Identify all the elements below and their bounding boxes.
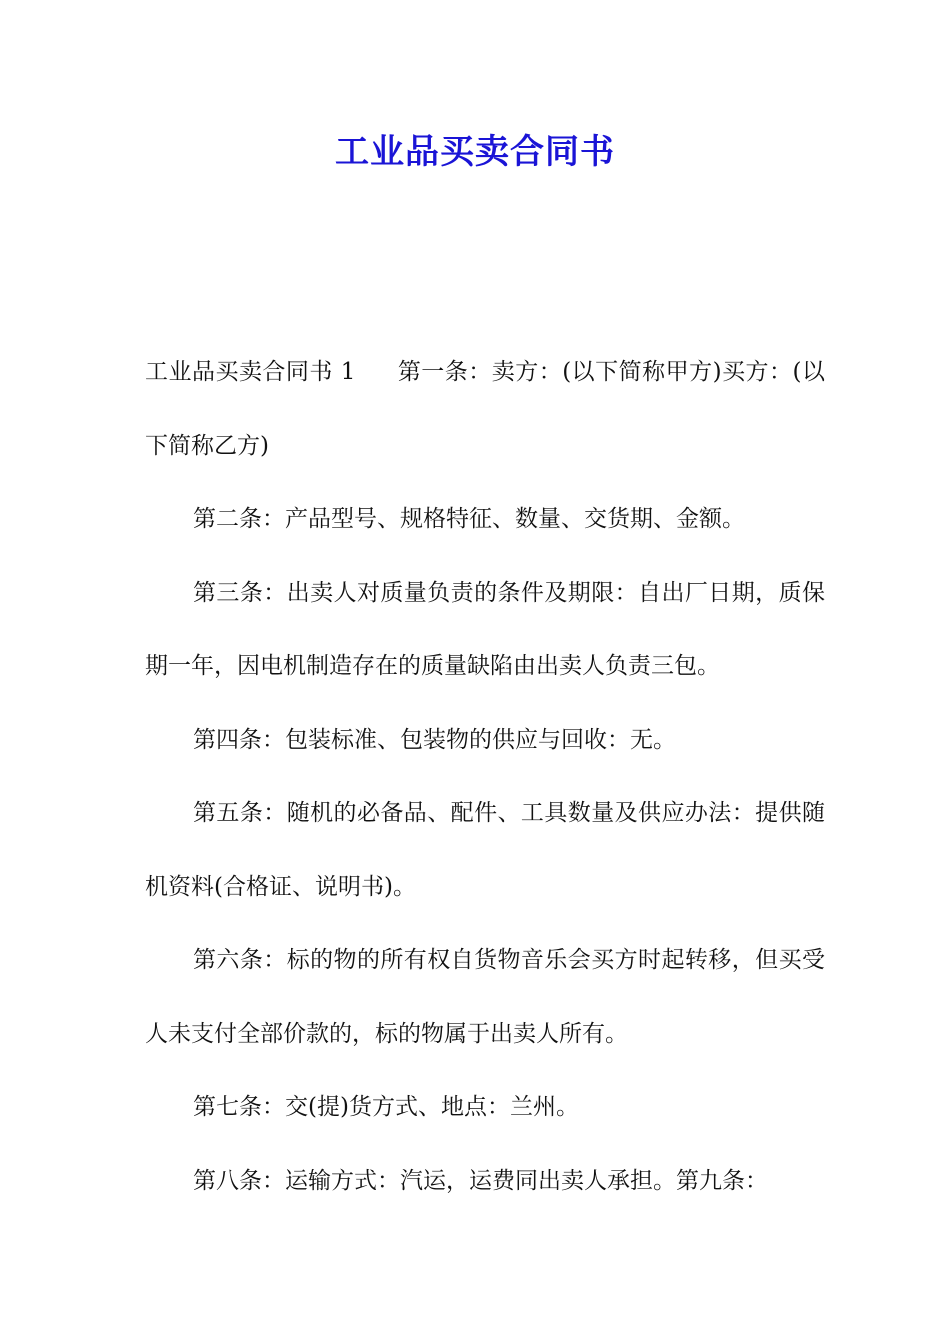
- document-body: [145, 336, 825, 1218]
- clause-5: 第五条：随机的必备品、配件、工具数量及供应办法：提供随机资料(合格证、说明书)。: [145, 800, 825, 900]
- clause-6: 第六条：标的物的所有权自货物音乐会买方时起转移，但买受人未支付全部价款的，标的物属于出卖人所有。: [145, 947, 825, 1047]
- clause-7: 第七条：交(提)货方式、地点：兰州。: [193, 1094, 579, 1120]
- clause-3: 第三条：出卖人对质量负责的条件及期限：自出厂日期，质保期一年，因电机制造存在的质量缺陷由出卖人负责三包。: [145, 579, 825, 679]
- document-title: 工业品买卖合同书: [335, 132, 615, 172]
- clause-2: 第二条：产品型号、规格特征、数量、交货期、金额。: [193, 506, 745, 532]
- paragraph-intro: [145, 336, 825, 483]
- clause-4: 第四条：包装标准、包装物的供应与回收：无。: [193, 726, 676, 753]
- clause-1-text: 第一条：卖方：(以下简称甲方)买方：(以下简称乙方): [145, 359, 825, 459]
- contract-heading-inline: 工业品买卖合同书 1: [145, 359, 356, 385]
- clause-8: 第八条：运输方式：汽运，运费同出卖人承担。第九条：: [193, 1167, 768, 1194]
